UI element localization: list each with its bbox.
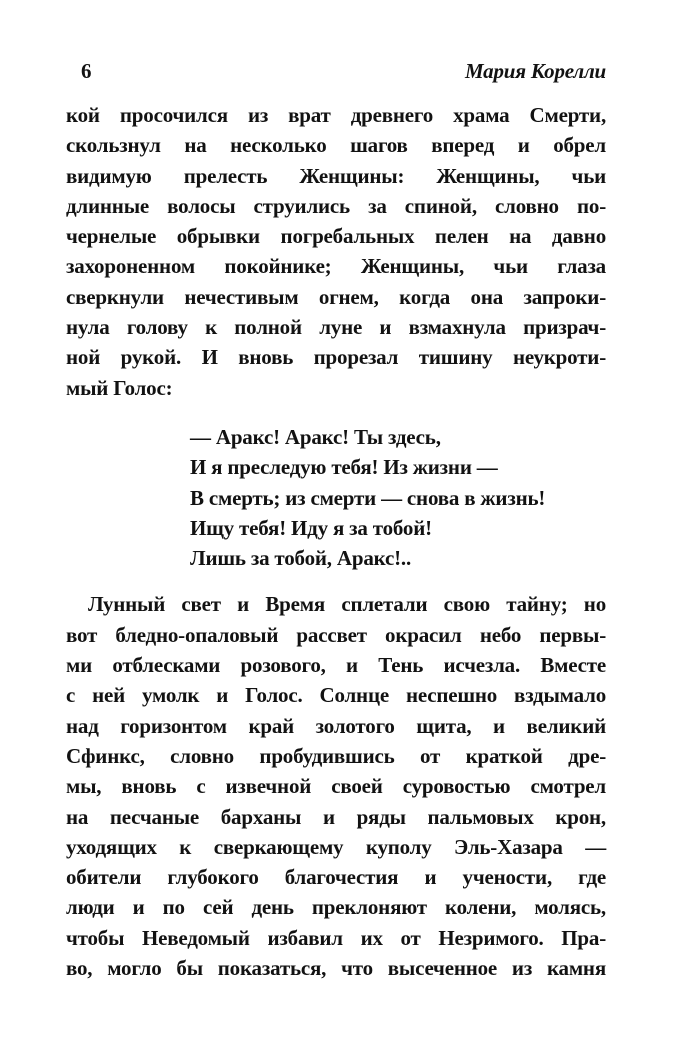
text-line: скользнул на несколько шагов вперед и обрел bbox=[66, 133, 606, 158]
text-line: Сфинкс, словно пробудившись от краткой дре- bbox=[66, 743, 606, 768]
text-line: с ней умолк и Голос. Солнце неспешно вздымало bbox=[66, 683, 606, 708]
text-line: чтобы Неведомый избавил их от Незримого. Пра- bbox=[66, 925, 606, 950]
text-line: люди и по сей день преклоняют колени, молясь, bbox=[66, 895, 606, 920]
text-line: мы, вновь с извечной своей суровостью смотрел bbox=[66, 774, 606, 799]
text-line: Лунный свет и Время сплетали свою тайну; но bbox=[88, 592, 606, 617]
text-line: ной рукой. И вновь прорезал тишину неукроти- bbox=[66, 345, 606, 370]
text-line: обители глубокого благочестия и учености, где bbox=[66, 865, 606, 890]
verse-block bbox=[66, 422, 606, 573]
running-head: Мария Корелли bbox=[465, 59, 606, 83]
paragraph-block bbox=[66, 100, 606, 403]
text-line: во, могло бы показаться, что высеченное из камня bbox=[66, 956, 606, 981]
text-line: видимую прелесть Женщины: Женщины, чьи bbox=[66, 163, 606, 188]
text-line: захороненном покойнике; Женщины, чьи глаза bbox=[66, 254, 606, 279]
text-line: ми отблесками розового, и Тень исчезла. Вместе bbox=[66, 653, 606, 678]
text-line: вот бледно-опаловый рассвет окрасил небо первы- bbox=[66, 622, 606, 647]
text-line: уходящих к сверкающему куполу Эль-Хазара — bbox=[66, 834, 606, 859]
text-line: нула голову к полной луне и взмахнула призрач- bbox=[66, 315, 606, 340]
text-line: длинные волосы струились за спиной, словно по- bbox=[66, 193, 606, 218]
page-number: 6 bbox=[81, 59, 92, 83]
text-body bbox=[66, 100, 606, 983]
text-line: В смерть; из смерти — снова в жизнь! bbox=[190, 485, 546, 510]
text-line: И я преследую тебя! Из жизни — bbox=[190, 455, 498, 480]
text-line: над горизонтом край золотого щита, и великий bbox=[66, 713, 606, 738]
paragraph-block bbox=[66, 589, 606, 983]
text-line: Ищу тебя! Иду я за тобой! bbox=[190, 515, 432, 540]
text-line: чернелые обрывки погребальных пелен на давно bbox=[66, 224, 606, 249]
text-line: Лишь за тобой, Аракс!.. bbox=[190, 546, 412, 571]
page-header bbox=[66, 58, 606, 85]
text-line: сверкнули нечестивым огнем, когда она запроки- bbox=[66, 284, 606, 309]
text-line: — Аракс! Аракс! Ты здесь, bbox=[190, 424, 441, 449]
text-line: мый Голос: bbox=[66, 375, 173, 400]
text-line: кой просочился из врат древнего храма Смерти, bbox=[66, 103, 606, 127]
text-line: на песчаные барханы и ряды пальмовых крон, bbox=[66, 804, 606, 829]
